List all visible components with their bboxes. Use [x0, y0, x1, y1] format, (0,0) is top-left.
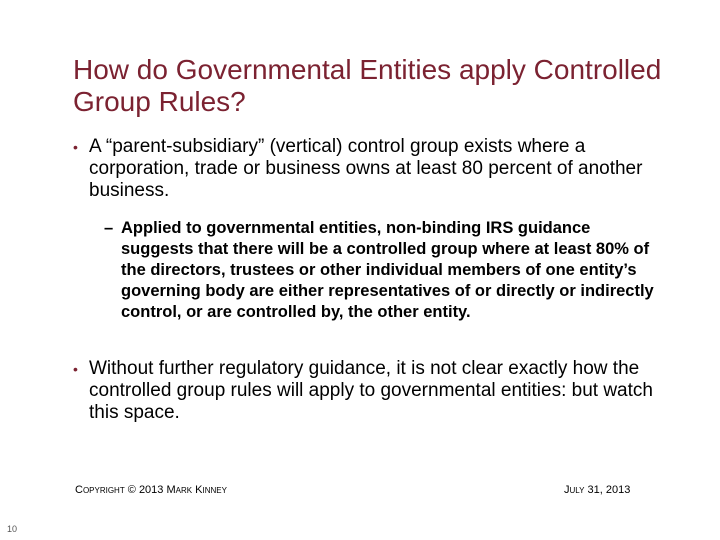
page-number: 10 — [7, 524, 18, 534]
slide-title: How do Governmental Entities apply Controlled Group Rules? — [73, 54, 662, 117]
bullet-item — [73, 136, 663, 202]
bullet-text: A “parent-subsidiary” (vertical) control group exists where a corporation, trade or business owns at least 80 percent of another business. — [89, 136, 643, 201]
date-text: July 31, 2013 — [564, 484, 631, 496]
author-name: Mark Kinney — [166, 484, 227, 496]
bullet-item — [73, 358, 663, 424]
sub-bullet-marker: – — [104, 219, 114, 237]
copyright-text: Copyright © 2013 — [75, 484, 164, 496]
bullet-marker: • — [73, 139, 78, 155]
footer-copyright — [75, 484, 227, 496]
bullet-marker: • — [73, 361, 78, 377]
sub-bullet-text: Applied to governmental entities, non-binding IRS guidance suggests that there will be a controlled group where at least 80% of the directors, trustees or other individual members of one entity’s governing body are either representatives of or directly or indirectly control, or are controlled by, the other entity. — [121, 219, 654, 321]
footer-date — [564, 484, 630, 496]
bullet-text: Without further regulatory guidance, it is not clear exactly how the controlled group rules will apply to governmental entities: but watch this space. — [89, 358, 653, 423]
sub-bullet-item — [104, 218, 664, 323]
